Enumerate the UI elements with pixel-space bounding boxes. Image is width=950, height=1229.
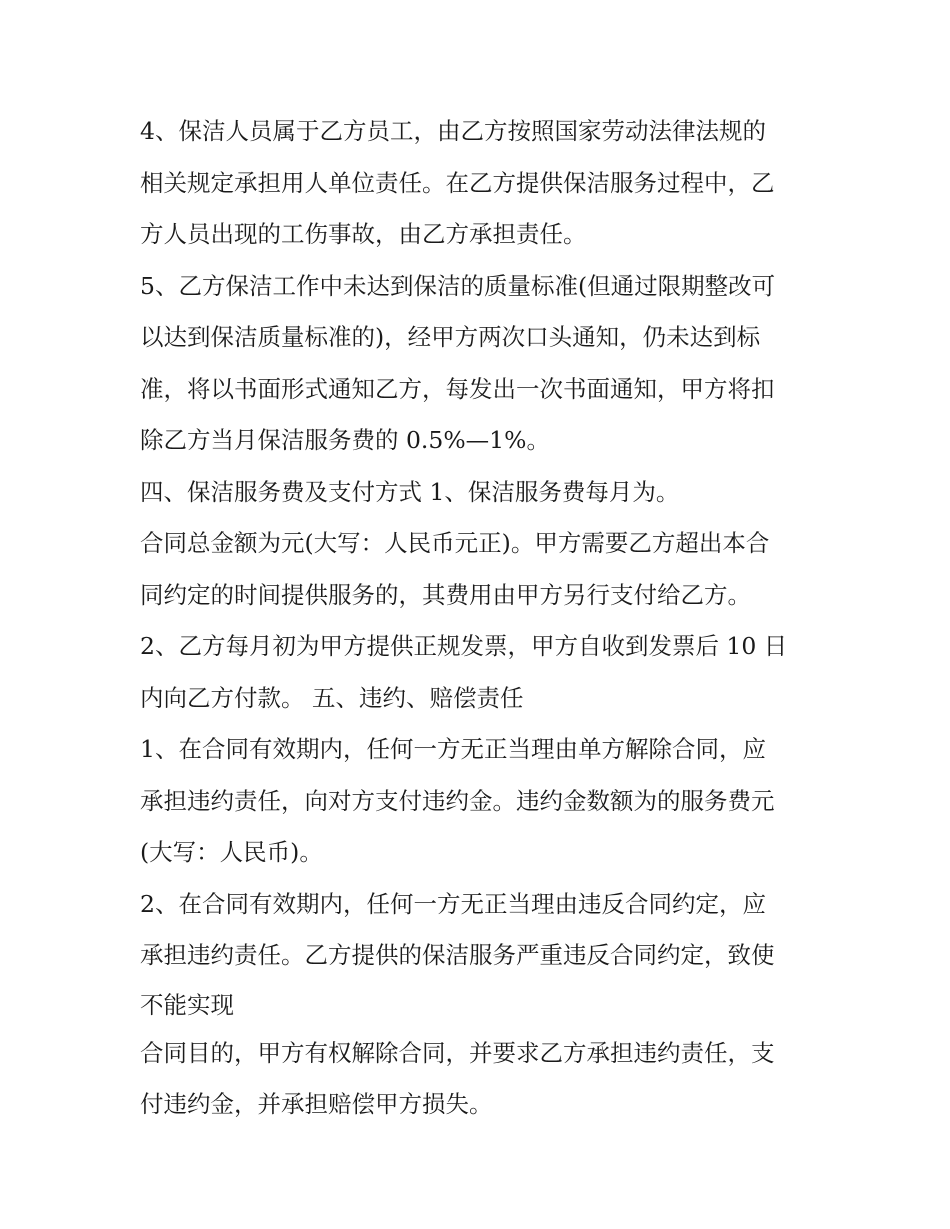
text-line: 合同目的，甲方有权解除合同，并要求乙方承担违约责任，支: [140, 1038, 775, 1067]
contract-text: [140, 106, 820, 1131]
text-line: 以达到保洁质量标准的)，经甲方两次口头通知，仍未达到标: [140, 323, 761, 351]
text-line: 承担违约责任。乙方提供的保洁服务严重违反合同约定，致使: [140, 941, 775, 969]
text-line: 方人员出现的工伤事故，由乙方承担责任。: [140, 220, 587, 248]
text-line: 1、在合同有效期内，任何一方无正当理由单方解除合同，应: [140, 735, 766, 763]
text-line: 5、乙方保洁工作中未达到保洁的质量标准(但通过限期整改可: [140, 271, 776, 300]
text-line: 2、乙方每月初为甲方提供正规发票，甲方自收到发票后 10 日: [140, 632, 788, 660]
text-line: 4、保洁人员属于乙方员工，由乙方按照国家劳动法律法规的: [140, 117, 766, 145]
text-line: 2、在合同有效期内，任何一方无正当理由违反合同约定，应: [140, 889, 766, 918]
text-line: 除乙方当月保洁服务费的 0.5%—1%。: [140, 426, 550, 454]
text-line: 承担违约责任，向对方支付违约金。违约金数额为的服务费元: [140, 786, 775, 815]
text-line: 准，将以书面形式通知乙方，每发出一次书面通知，甲方将扣: [140, 374, 775, 403]
section-heading-line: 四、保洁服务费及支付方式 1、保洁服务费每月为。: [140, 477, 680, 506]
text-line: 不能实现: [140, 990, 234, 1019]
section-heading-line: 内向乙方付款。 五、违约、赔偿责任: [140, 683, 524, 712]
text-line: (大写：人民币)。: [140, 838, 323, 866]
text-line: 同约定的时间提供服务的，其费用由甲方另行支付给乙方。: [140, 580, 751, 609]
text-line: 相关规定承担用人单位责任。在乙方提供保洁服务过程中，乙: [140, 168, 775, 197]
text-line: 付违约金，并承担赔偿甲方损失。: [140, 1090, 493, 1118]
text-line: 合同总金额为元(大写：人民币元正)。甲方需要乙方超出本合: [140, 529, 770, 557]
